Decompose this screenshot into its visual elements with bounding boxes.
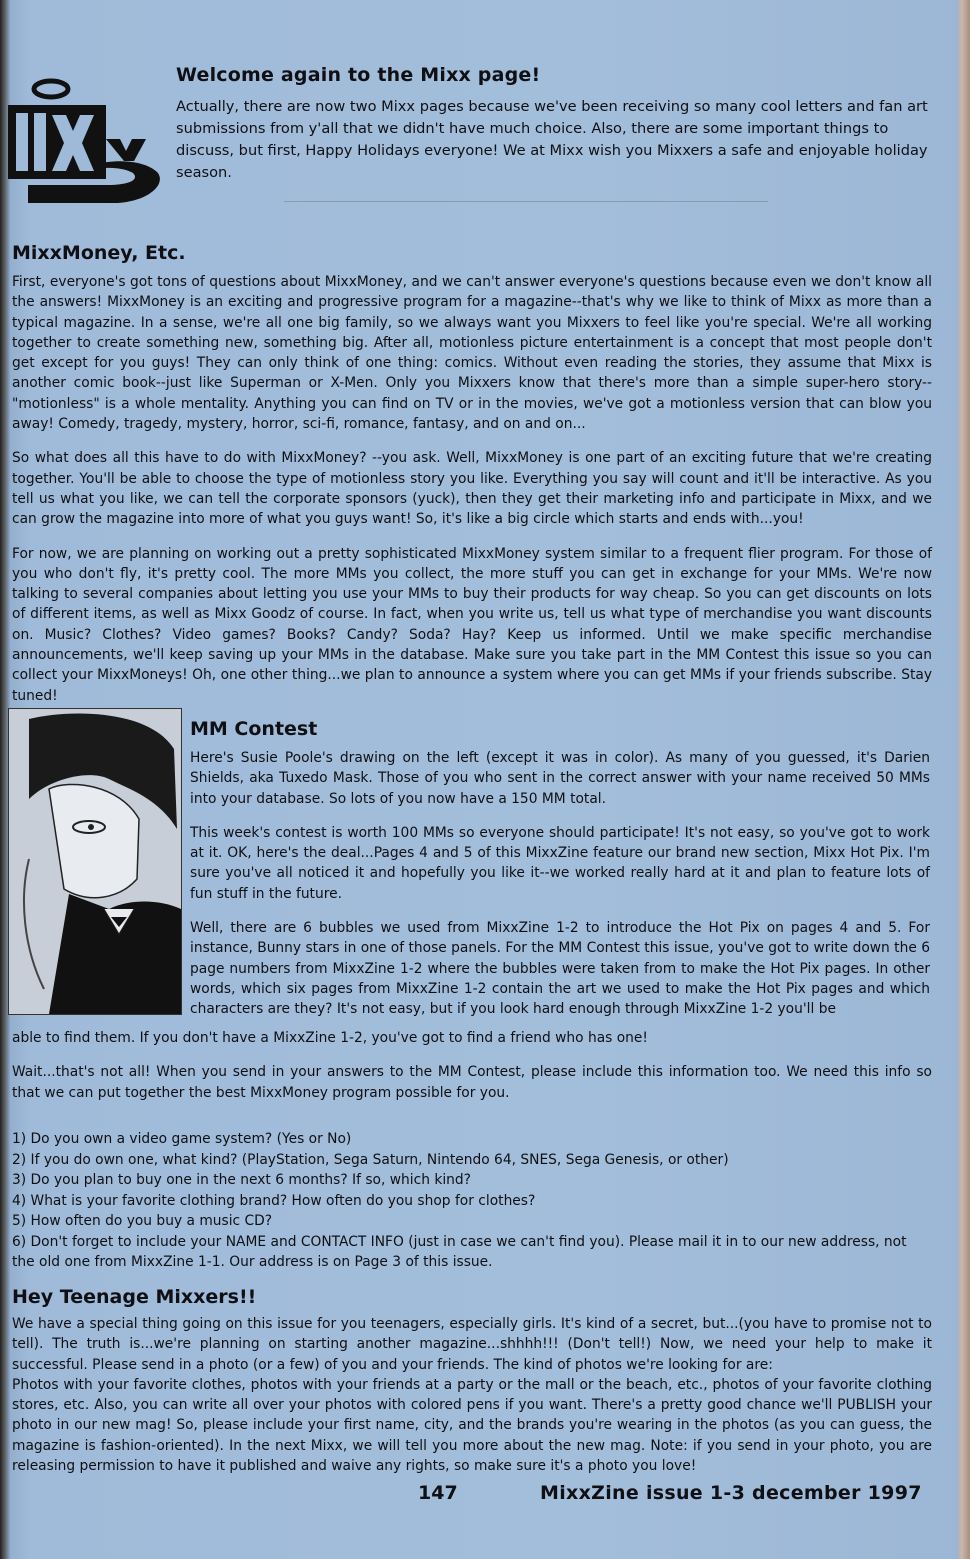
welcome-body: Actually, there are now two Mixx pages because we've been receiving so many cool letters and fan art submissions from y'all that we didn't have much choice. Also, there are some important things to discuss, but first, Happy Holidays everyone! We at Mixx wish you Mixxers a safe and enjoyable holiday season.	[176, 98, 928, 181]
question-item: the old one from MixxZine 1-1. Our address is on Page 3 of this issue.	[12, 1254, 493, 1270]
teen-paragraph: We have a special thing going on this issue for you teenagers, especially girls. It's kind of a secret, but...(you have to promise not to tell). The truth is...we're planning on starting another magazine...shhhh!!! (Don't tell!) Now, we need your help to make it successful. Please send in a photo (or a few) of you and your friends. The kind of photos we're looking for are:	[12, 1316, 932, 1373]
contest-wait-paragraph: Wait...that's not all! When you send in your answers to the MM Contest, please include this information too. We need this info so that we can put together the best MixxMoney program possible for you.	[12, 1064, 932, 1101]
contest-paragraph: Well, there are 6 bubbles we used from MixxZine 1-2 to introduce the Hot Pix on pages 4 and 5. For instance, Bunny stars in one of those panels. For the MM Contest this issue, you've got to write down the 6 page numbers from MixxZine 1-2 where the bubbles were taken from to make the Hot Pix pages. In other words, which six pages from MixxZine 1-2 contain the art we used to make the Hot Pix pages and which characters are they? It's not easy, but if you look hard enough through MixxZine 1-2 you'll be	[190, 920, 930, 1018]
mixxmoney-heading: MixxMoney, Etc.	[12, 242, 186, 264]
question-item: 3) Do you plan to buy one in the next 6 months? If so, which kind?	[12, 1172, 471, 1188]
contest-section	[190, 748, 930, 1034]
teen-paragraph: Photos with your favorite clothes, photos with your friends at a party or the mall or the beach, etc., photos of your favorite clothing stores, etc. Also, you can write all over your photos with colored pens if you want. There's a pretty good chance we'll PUBLISH your photo in our new mag! So, please include your first name, city, and the brands you're wearing in the photos (as you can guess, the magazine is fashion-oriented). In the next Mixx, we will tell you more about the new mag. Note: if you send in your photo, you are releasing permission to have it published and waive any rights, so make sure it's a photo you love!	[12, 1376, 932, 1475]
question-item: 2) If you do own one, what kind? (PlayStation, Sega Saturn, Nintendo 64, SNES, Sega Genesis, or other)	[12, 1151, 729, 1168]
question-item: 6) Don't forget to include your NAME and CONTACT INFO (just in case we can't find you). Please mail it in to our new address, not	[12, 1233, 907, 1250]
contest-heading: MM Contest	[190, 718, 318, 740]
contest-paragraph: This week's contest is worth 100 MMs so everyone should participate! It's not easy, so you've got to work at it. OK, here's the deal...Pages 4 and 5 of this MixxZine feature our brand new section, Mixx Hot Pix. I'm sure you've all noticed it and hopefully you like it--we worked really hard at it and plan to feature lots of fun stuff in the future.	[190, 824, 930, 902]
contest-continuation	[12, 1028, 932, 1117]
mixxmoney-paragraph: First, everyone's got tons of questions about MixxMoney, and we can't answer everyone's questions because even we don't know all the answers! MixxMoney is an exciting and progressive program for a magazine--that's why we like to think of Mixx as more than a typical magazine. In a sense, we're all one big family, so we always want you Mixxers to feel like you're special. We're all working together to create something new, something big. After all, motionless picture entertainment is a concept that most people don't get except for you guys! They can only think of one thing: comics. Without even reading the stories, they assume that Mixx is another comic book--just like Superman or X-Men. Only you Mixxers know that there's more than a simple super-hero story--"motionless" is a whole mentality. Anything you can find on TV or in the movies, we've got a motionless version that can blow you away! Comedy, tragedy, mystery, horror, sci-fi, romance, fantasy, and on and on...	[12, 274, 932, 433]
mixxmoney-paragraph: For now, we are planning on working out a pretty sophisticated MixxMoney system similar to a frequent flier program. For those of you who don't fly, it's pretty cool. The more MMs you collect, the more stuff you can get in exchange for your MMs. We're now talking to several companies about letting you use your MMs to buy their products for way cheap. So you can get discounts on lots of different items, as well as Mixx Goodz of course. In fact, when you write us, tell us what type of merchandise you want discounts on. Music? Clothes? Video games? Books? Candy? Soda? Hay? Keep us informed. Until we make specific merchandise announcements, we'll keep saving up your MMs in the database. Make sure you take part in the MM Contest this issue so you can collect your MixxMoneys! Oh, one other thing...we plan to announce a system where you can get MMs if your friends subscribe. Stay tuned!	[12, 545, 932, 704]
mixxmoney-paragraph: So what does all this have to do with MixxMoney? --you ask. Well, MixxMoney is one part of an exciting future that we're creating together. You'll be able to choose the type of motionless story you like. Everything you say will count and it'll be interactive. As you tell us what you like, we can tell the corporate sponsors (yuck), then they get their marketing info and participate in Mixx, and we can grow the magazine into more of what you guys want! So, it's like a big circle which starts and ends with...you!	[12, 450, 932, 528]
teen-section	[12, 1314, 932, 1490]
page-right-edge	[956, 0, 970, 1559]
tuxedo-mask-illustration	[8, 708, 182, 1015]
questions-list	[12, 1129, 932, 1273]
contest-paragraph: Here's Susie Poole's drawing on the left (except it was in color). As many of you guessed, it's Darien Shields, aka Tuxedo Mask. Those of you who sent in the correct answer with your name received 50 MMs into your database. So lots of you now have a 150 MM total.	[190, 750, 930, 807]
page-number: 147	[418, 1482, 458, 1504]
teen-heading: Hey Teenage Mixxers!!	[12, 1286, 257, 1308]
mixxmoney-section	[12, 272, 932, 720]
contest-continuation-text: able to find them. If you don't have a MixxZine 1-2, you've got to find a friend who has one!	[12, 1030, 648, 1046]
mixx-logo-icon	[8, 65, 163, 210]
divider	[284, 201, 768, 202]
issue-footer: MixxZine issue 1-3 december 1997	[540, 1482, 922, 1504]
question-item: 1) Do you own a video game system? (Yes or No)	[12, 1131, 352, 1147]
welcome-title: Welcome again to the Mixx page!	[176, 64, 541, 86]
question-item: 5) How often do you buy a music CD?	[12, 1213, 273, 1229]
question-item: 4) What is your favorite clothing brand? How often do you shop for clothes?	[12, 1192, 536, 1209]
